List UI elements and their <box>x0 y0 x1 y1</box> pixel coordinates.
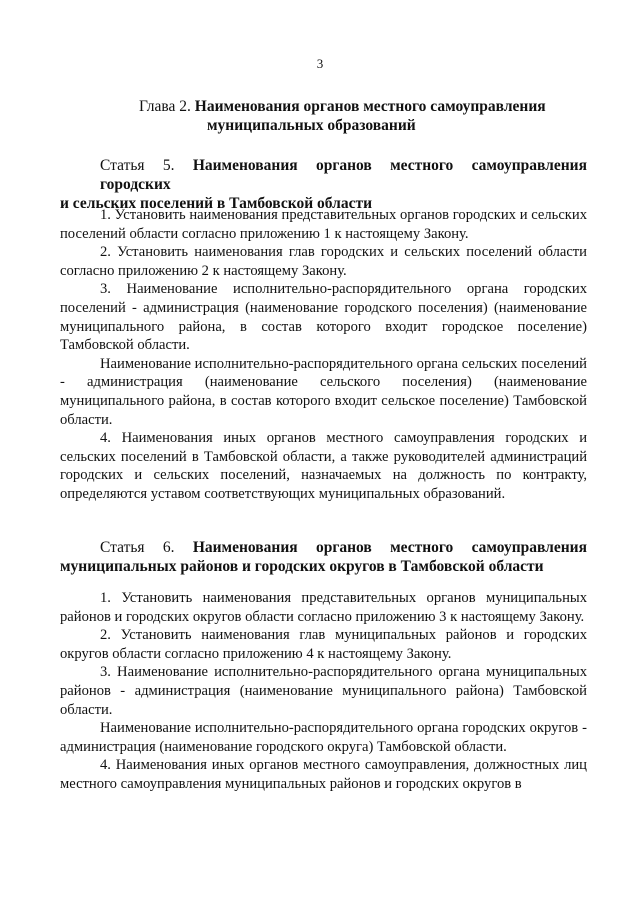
article-5-paragraph-4: Наименование исполнительно-распорядительного органа сельских поселений - администрация (наименование сельского поселения) (наименование муниципального района, в состав которого входит сельское поселение) Тамбовской области. <box>60 355 587 428</box>
chapter-heading <box>60 97 580 135</box>
article-6-prefix: Статья 6. <box>100 539 175 556</box>
article-5-heading-line1 <box>60 156 587 194</box>
article-6-paragraph-1: 1. Установить наименования представительных органов муниципальных районов и городских округов области согласно приложению 3 к настоящему Закону. <box>60 590 587 625</box>
article-6-paragraph-3: 3. Наименование исполнительно-распорядительного органа муниципальных районов - администрация (наименование муниципального района) Тамбовской области. <box>60 664 587 718</box>
article-5-title-line1: Наименования органов местного самоуправления городских <box>100 157 587 193</box>
article-6-title-line1: Наименования органов местного самоуправления <box>192 539 587 556</box>
article-5-title-line2: и сельских поселений в Тамбовской области <box>60 195 373 212</box>
article-5-prefix: Статья 5. <box>100 157 175 174</box>
article-6-paragraph-2: 2. Установить наименования глав муниципальных районов и городских округов области согласно приложению 4 к настоящему Закону. <box>60 627 587 662</box>
article-6-body <box>60 589 587 794</box>
article-5-paragraph-5: 4. Наименования иных органов местного самоуправления городских и сельских поселений в Тамбовской области, а также руководителей администраций городских и сельских поселений, назначаемых на должность по контракту, определяются уставом соответствующих муниципальных образований. <box>60 430 587 502</box>
article-5-heading <box>60 156 587 213</box>
chapter-prefix: Глава 2. <box>139 98 191 115</box>
article-5-paragraph-1: 1. Установить наименования представительных органов городских и сельских поселений области согласно приложению 1 к настоящему Закону. <box>60 207 587 242</box>
article-6-heading-line1 <box>60 538 587 557</box>
article-6-heading <box>60 538 587 576</box>
article-6-paragraph-4: Наименование исполнительно-распорядительного органа городских округов - администрация (наименование городского округа) Тамбовской области. <box>60 720 587 755</box>
article-6-paragraph-5: 4. Наименования иных органов местного самоуправления, должностных лиц местного самоуправления муниципальных районов и городских округов в <box>60 757 587 792</box>
article-6-title-line2: муниципальных районов и городских округов в Тамбовской области <box>60 558 544 575</box>
page-number: 3 <box>316 56 324 71</box>
article-5-body <box>60 206 587 504</box>
chapter-heading-line1 <box>60 97 580 116</box>
article-5-paragraph-3: 3. Наименование исполнительно-распорядительного органа городских поселений - администрация (наименование городского поселения) (наименование муниципального района, в состав которого входит городское поселение) Тамбовской области. <box>60 281 587 354</box>
chapter-title-line2: муниципальных образований <box>207 117 416 134</box>
chapter-title-line1: Наименования органов местного самоуправления <box>194 98 546 115</box>
article-5-paragraph-2: 2. Установить наименования глав городских и сельских поселений области согласно приложению 2 к настоящему Закону. <box>60 244 587 279</box>
